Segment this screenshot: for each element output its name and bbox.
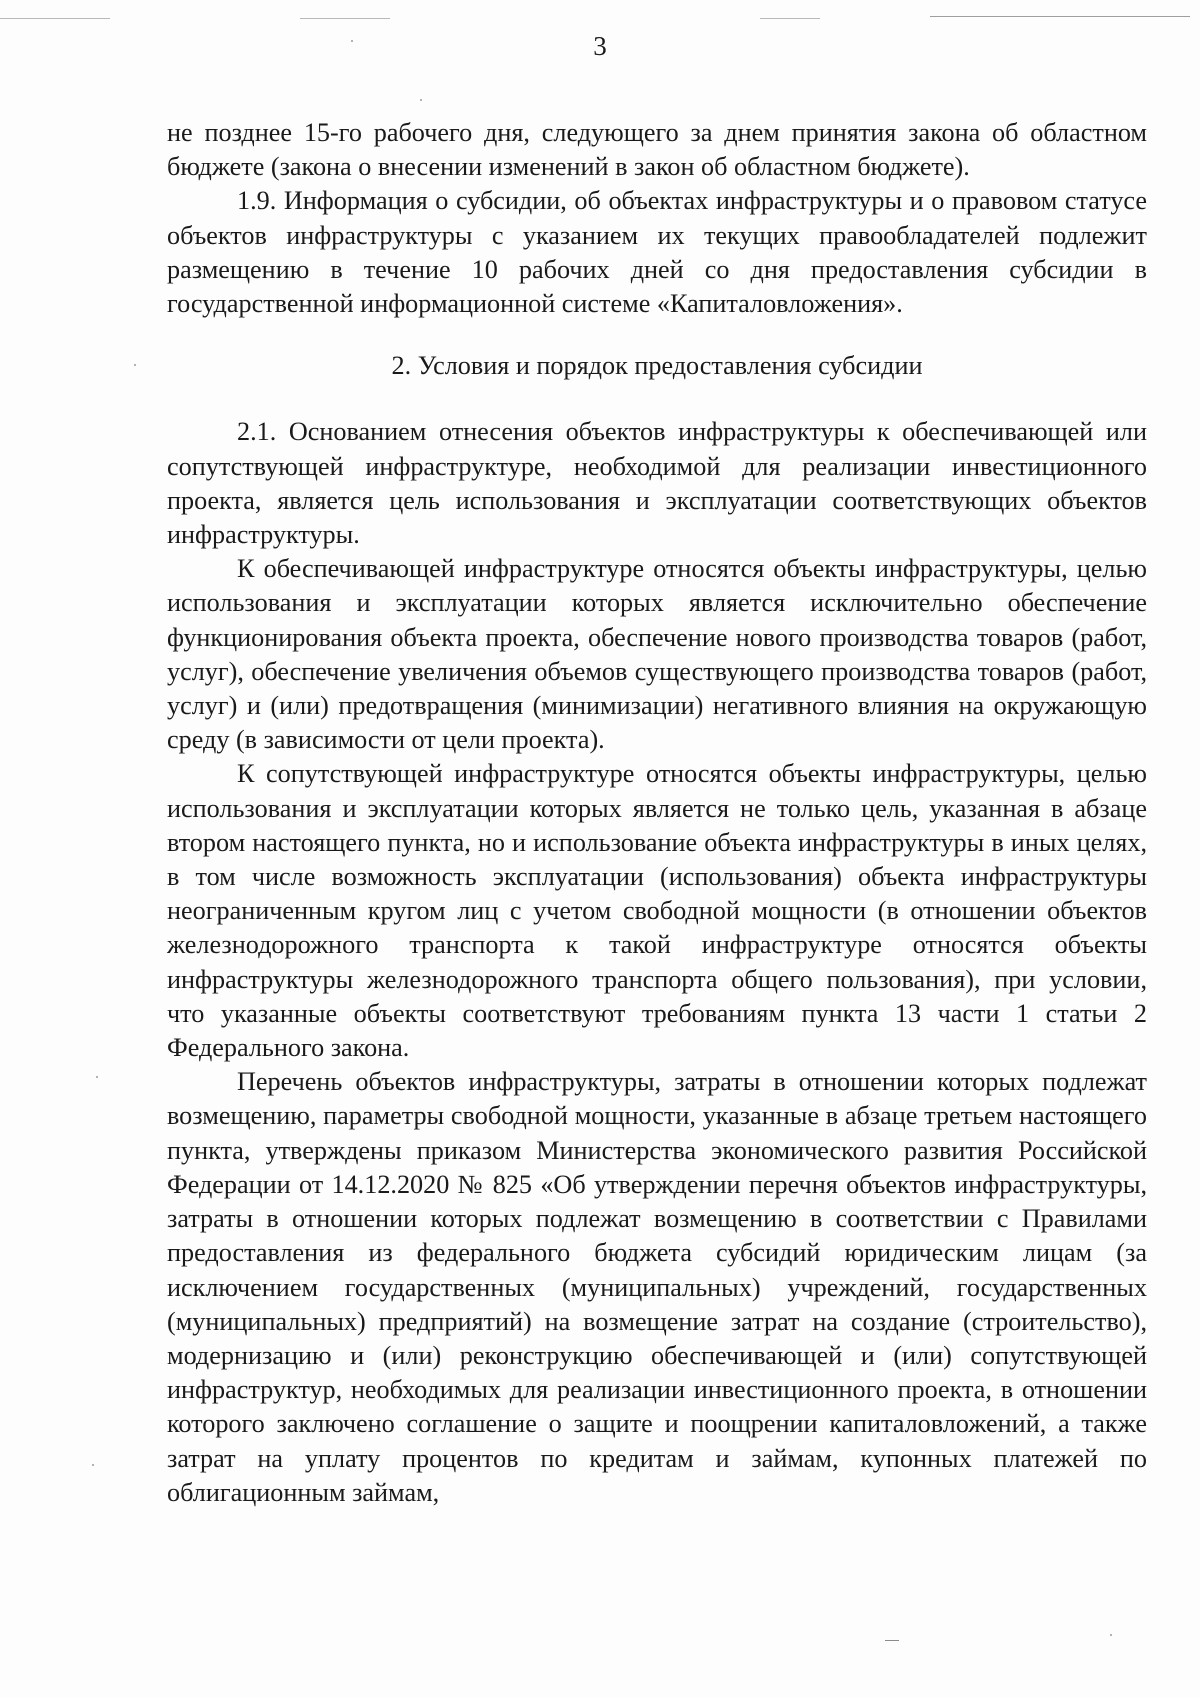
paragraph-support-infrastructure: К обеспечивающей инфраструктуре относятся объекты инфраструктуры, целью использования и эксплуатации которых является исключительно обеспечение функционирования объекта проекта, обеспечение нового производства товаров (работ, услуг), обеспечение увеличения объемов существующего производства товаров (работ, услуг) и (или) предотвращения (минимизации) негативного влияния на окружающую среду (в зависимости от цели проекта). bbox=[167, 554, 1147, 755]
scan-speck bbox=[420, 99, 422, 101]
scan-artifact-top bbox=[0, 18, 110, 19]
scan-speck bbox=[96, 1076, 98, 1078]
paragraph-infrastructure-list: Перечень объектов инфраструктуры, затраты в отношении которых подлежат возмещению, параметры свободной мощности, указанные в абзаце третьем настоящего пункта, утверждены приказом Министерства экономического развития Российской Федерации от 14.12.2020 № 825 «Об утверждении перечня объектов инфраструктуры, затраты в отношении которых подлежат возмещению в соответствии с Правилами предоставления из федерального бюджета субсидий юридическим лицам (за исключением государственных (муниципальных) учреждений, государственных (муниципальных) предприятий) на возмещение затрат на создание (строительство), модернизацию и (или) реконструкцию обеспечивающей и (или) сопутствующей инфраструктур, необходимых для реализации инвестиционного проекта, в отношении которого заключено соглашение о защите и поощрении капиталовложений, а также затрат на уплату процентов по кредитам и займам, купонных платежей по облигационным займам, bbox=[167, 1067, 1147, 1507]
scan-speck bbox=[134, 364, 136, 366]
paragraph-continued: не позднее 15-го рабочего дня, следующего за днем принятия закона об областном бюджете (закона о внесении изменений в закон об областном бюджете). bbox=[167, 118, 1147, 182]
paragraph-2-1: 2.1. Основанием отнесения объектов инфраструктуры к обеспечивающей или сопутствующей инфраструктуре, необходимой для реализации инвестиционного проекта, является цель использования и эксплуатации соответствующих объектов инфраструктуры. bbox=[167, 417, 1147, 550]
document-body bbox=[167, 116, 1147, 1510]
scan-artifact-top bbox=[930, 16, 1190, 17]
scan-speck bbox=[92, 1464, 94, 1466]
scan-artifact-top bbox=[300, 18, 390, 19]
paragraph-accompanying-infrastructure: К сопутствующей инфраструктуре относятся объекты инфраструктуры, целью использования и эксплуатации которых является не только цель, указанная в абзаце втором настоящего пункта, но и использование объекта инфраструктуры в иных целях, в том числе возможность эксплуатации (использования) объекта инфраструктуры неограниченным кругом лиц с учетом свободной мощности (в отношении объектов железнодорожного транспорта к такой инфраструктуре относятся объекты инфраструктуры железнодорожного транспорта общего пользования), при условии, что указанные объекты соответствуют требованиям пункта 13 части 1 статьи 2 Федерального закона. bbox=[167, 759, 1147, 1063]
scan-artifact-top bbox=[760, 18, 820, 19]
section-heading: 2. Условия и порядок предоставления субсидии bbox=[391, 351, 923, 381]
scan-artifact-bottom bbox=[885, 1640, 899, 1641]
page-number: 3 bbox=[593, 31, 607, 61]
paragraph-1-9: 1.9. Информация о субсидии, об объектах инфраструктуры и о правовом статусе объектов инфраструктуры с указанием их текущих правообладателей подлежит размещению в течение 10 рабочих дней со дня предоставления субсидии в государственной информационной системе «Капиталовложения». bbox=[167, 186, 1147, 319]
scan-speck bbox=[1110, 1634, 1112, 1636]
